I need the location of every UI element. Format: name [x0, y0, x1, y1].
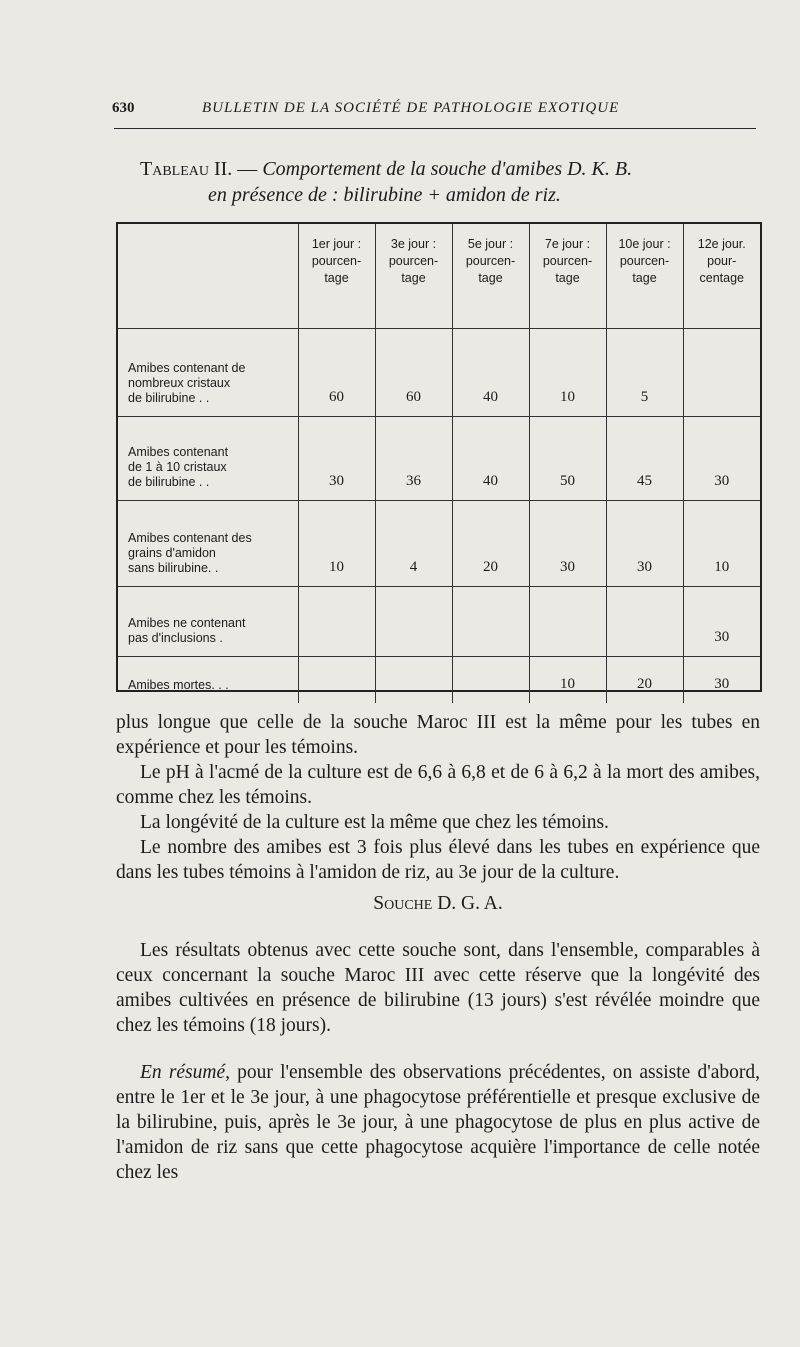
- paragraph-text: pour l'ensemble des observations précédentes, on assiste d'abord, entre le 1er et le 3e jour, à une phagocytose préférentielle et presque exclusive de la bilirubine, puis, après le 3e jour, à une phagocytose de plus en plus active de l'amidon de riz sans que cette phagocytose acquière l'importance de celle notée chez les: [116, 1062, 760, 1183]
- table-cell: 10: [529, 657, 606, 703]
- paragraph: [116, 1060, 760, 1185]
- table-cell: [375, 657, 452, 703]
- paragraph: Les résultats obtenus avec cette souche sont, dans l'ensemble, comparables à ceux concernant la souche Maroc III avec cette réserve que la longévité des amibes cultivées en présence de bilirubine (13 jours) s'est révélée moindre que chez les témoins (18 jours).: [116, 940, 760, 1036]
- table-cell: 30: [683, 657, 760, 703]
- table-cell: [298, 657, 375, 703]
- table-cell: 10: [683, 501, 760, 587]
- table-cell: 30: [683, 417, 760, 501]
- header-corner: [118, 224, 298, 329]
- column-header: 3e jour : pourcen- tage: [375, 224, 452, 329]
- column-header: 10e jour : pourcen- tage: [606, 224, 683, 329]
- paragraph: plus longue que celle de la souche Maroc III est la même pour les tubes en expérience et pour les témoins.: [116, 712, 760, 758]
- row-label: Amibes contenant de nombreux cristaux de bilirubine . .: [128, 361, 246, 405]
- table-cell: [452, 587, 529, 657]
- column-header: 1er jour : pourcen- tage: [298, 224, 375, 329]
- table-cell: 36: [375, 417, 452, 501]
- table-cell: [529, 587, 606, 657]
- caption-label: Tableau II. —: [140, 158, 258, 180]
- table-cell: 50: [529, 417, 606, 501]
- data-table: [116, 222, 762, 692]
- table-cell: 20: [606, 657, 683, 703]
- paragraph-lead: En résumé,: [140, 1062, 231, 1083]
- table-cell: 60: [375, 329, 452, 417]
- table-cell: 20: [452, 501, 529, 587]
- table-cell: 10: [529, 329, 606, 417]
- column-header: 7e jour : pourcen- tage: [529, 224, 606, 329]
- table-cell: 40: [452, 417, 529, 501]
- row-label: Amibes contenant de 1 à 10 cristaux de bilirubine . .: [128, 445, 229, 489]
- table-cell: [375, 587, 452, 657]
- table-row: [118, 417, 760, 501]
- body-text: [116, 710, 760, 1185]
- page-number: 630: [112, 100, 135, 116]
- table-cell: [452, 657, 529, 703]
- table-cell: [606, 587, 683, 657]
- table-row: [118, 657, 760, 703]
- table-cell: 30: [683, 587, 760, 657]
- caption-line-2: en présence de : bilirubine + amidon de riz.: [208, 184, 561, 206]
- table-cell: 40: [452, 329, 529, 417]
- caption-line-1: Comportement de la souche d'amibes D. K. B.: [262, 158, 633, 180]
- row-label: Amibes contenant des grains d'amidon sans bilirubine. .: [128, 531, 252, 575]
- table-row: [118, 587, 760, 657]
- table-caption: [116, 156, 756, 208]
- paragraph: Le pH à l'acmé de la culture est de 6,6 à 6,8 et de 6 à 6,2 à la mort des amibes, comme chez les témoins.: [116, 762, 760, 808]
- table-cell: [683, 329, 760, 417]
- table-cell: 5: [606, 329, 683, 417]
- column-header: 5e jour : pourcen- tage: [452, 224, 529, 329]
- row-label: Amibes mortes. . .: [128, 677, 229, 692]
- table-header-row: [118, 224, 760, 329]
- column-header: 12e jour. pour- centage: [683, 224, 760, 329]
- table-cell: 30: [606, 501, 683, 587]
- table-row: [118, 329, 760, 417]
- paragraph: Le nombre des amibes est 3 fois plus élevé dans les tubes en expérience que dans les tubes témoins à l'amidon de riz, au 3e jour de la culture.: [116, 837, 760, 883]
- table-cell: 45: [606, 417, 683, 501]
- journal-title: BULLETIN DE LA SOCIÉTÉ DE PATHOLOGIE EXOTIQUE: [202, 100, 620, 116]
- table-cell: 30: [298, 417, 375, 501]
- row-label: Amibes ne contenant pas d'inclusions .: [128, 616, 246, 645]
- header-rule: [114, 128, 756, 129]
- table-cell: [298, 587, 375, 657]
- table-cell: 60: [298, 329, 375, 417]
- section-subtitle: Souche D. G. A.: [373, 893, 503, 914]
- table-cell: 10: [298, 501, 375, 587]
- table-row: [118, 501, 760, 587]
- table-cell: 4: [375, 501, 452, 587]
- table-cell: 30: [529, 501, 606, 587]
- paragraph: La longévité de la culture est la même que chez les témoins.: [140, 812, 609, 833]
